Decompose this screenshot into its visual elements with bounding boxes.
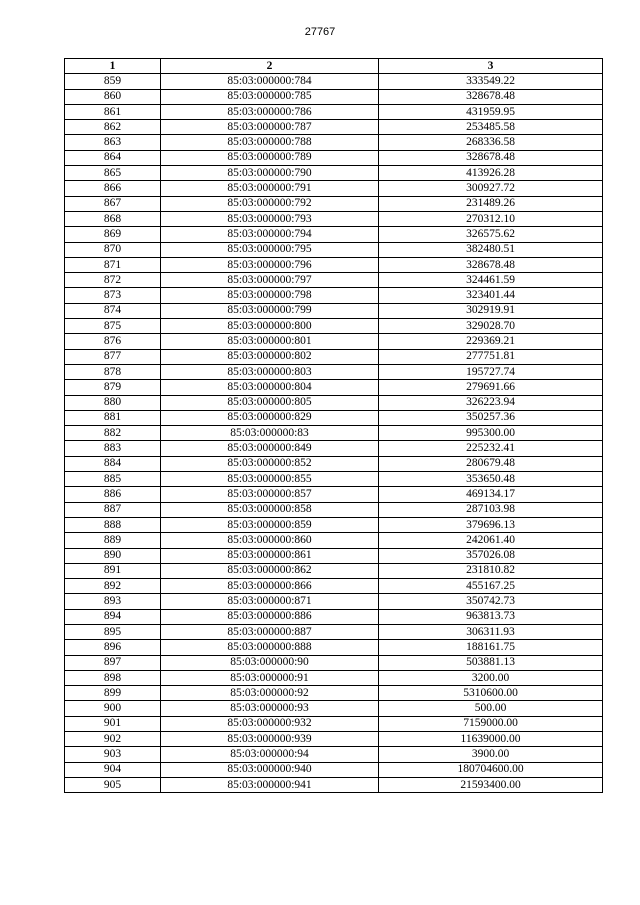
- row-number-cell: 864: [65, 150, 161, 165]
- value-cell: 225232.41: [379, 441, 603, 456]
- row-number-cell: 886: [65, 487, 161, 502]
- row-number-cell: 862: [65, 120, 161, 135]
- value-cell: 353650.48: [379, 472, 603, 487]
- table-row: [65, 196, 603, 211]
- table-row: [65, 74, 603, 89]
- row-number-cell: 872: [65, 273, 161, 288]
- data-table: [64, 58, 603, 793]
- row-number-cell: 893: [65, 594, 161, 609]
- cadastral-number-cell: 85:03:000000:858: [161, 502, 379, 517]
- row-number-cell: 888: [65, 517, 161, 532]
- value-cell: 326223.94: [379, 395, 603, 410]
- row-number-cell: 863: [65, 135, 161, 150]
- value-cell: 357026.08: [379, 548, 603, 563]
- row-number-cell: 861: [65, 104, 161, 119]
- row-number-cell: 866: [65, 181, 161, 196]
- row-number-cell: 902: [65, 732, 161, 747]
- table-row: [65, 456, 603, 471]
- table-row: [65, 563, 603, 578]
- row-number-cell: 891: [65, 563, 161, 578]
- value-cell: 350257.36: [379, 410, 603, 425]
- row-number-cell: 883: [65, 441, 161, 456]
- table-row: [65, 517, 603, 532]
- row-number-cell: 887: [65, 502, 161, 517]
- table-row: [65, 426, 603, 441]
- row-number-cell: 895: [65, 624, 161, 639]
- table-row: [65, 747, 603, 762]
- cadastral-number-cell: 85:03:000000:787: [161, 120, 379, 135]
- page-number: 27767: [304, 26, 336, 38]
- row-number-cell: 905: [65, 777, 161, 792]
- value-cell: 328678.48: [379, 257, 603, 272]
- cadastral-number-cell: 85:03:000000:793: [161, 211, 379, 226]
- row-number-cell: 877: [65, 349, 161, 364]
- cadastral-number-cell: 85:03:000000:888: [161, 640, 379, 655]
- row-number-cell: 884: [65, 456, 161, 471]
- table-row: [65, 487, 603, 502]
- table-row: [65, 288, 603, 303]
- table-row: [65, 104, 603, 119]
- cadastral-number-cell: 85:03:000000:862: [161, 563, 379, 578]
- table-row: [65, 257, 603, 272]
- cadastral-number-cell: 85:03:000000:859: [161, 517, 379, 532]
- table-row: [65, 166, 603, 181]
- cadastral-number-cell: 85:03:000000:941: [161, 777, 379, 792]
- cadastral-number-cell: 85:03:000000:92: [161, 686, 379, 701]
- table-row: [65, 472, 603, 487]
- row-number-cell: 860: [65, 89, 161, 104]
- row-number-cell: 867: [65, 196, 161, 211]
- value-cell: 242061.40: [379, 533, 603, 548]
- table-row: [65, 380, 603, 395]
- table-row: [65, 319, 603, 334]
- value-cell: 302919.91: [379, 303, 603, 318]
- table-row: [65, 242, 603, 257]
- row-number-cell: 865: [65, 166, 161, 181]
- cadastral-number-cell: 85:03:000000:829: [161, 410, 379, 425]
- value-cell: 180704600.00: [379, 762, 603, 777]
- value-cell: 280679.48: [379, 456, 603, 471]
- row-number-cell: 889: [65, 533, 161, 548]
- row-number-cell: 879: [65, 380, 161, 395]
- value-cell: 3900.00: [379, 747, 603, 762]
- cadastral-number-cell: 85:03:000000:93: [161, 701, 379, 716]
- row-number-cell: 894: [65, 609, 161, 624]
- row-number-cell: 898: [65, 670, 161, 685]
- row-number-cell: 869: [65, 227, 161, 242]
- cadastral-number-cell: 85:03:000000:852: [161, 456, 379, 471]
- value-cell: 379696.13: [379, 517, 603, 532]
- value-cell: 231489.26: [379, 196, 603, 211]
- value-cell: 11639000.00: [379, 732, 603, 747]
- row-number-cell: 903: [65, 747, 161, 762]
- value-cell: 195727.74: [379, 364, 603, 379]
- row-number-cell: 900: [65, 701, 161, 716]
- row-number-cell: 876: [65, 334, 161, 349]
- cadastral-number-cell: 85:03:000000:795: [161, 242, 379, 257]
- column-header-cadastral-number: 2: [161, 59, 379, 74]
- row-number-cell: 870: [65, 242, 161, 257]
- cadastral-number-cell: 85:03:000000:791: [161, 181, 379, 196]
- value-cell: 253485.58: [379, 120, 603, 135]
- table-row: [65, 181, 603, 196]
- value-cell: 455167.25: [379, 579, 603, 594]
- table-row: [65, 624, 603, 639]
- table-row: [65, 502, 603, 517]
- table-row: [65, 410, 603, 425]
- table-row: [65, 349, 603, 364]
- cadastral-number-cell: 85:03:000000:798: [161, 288, 379, 303]
- table-row: [65, 716, 603, 731]
- row-number-cell: 896: [65, 640, 161, 655]
- row-number-cell: 892: [65, 579, 161, 594]
- row-number-cell: 899: [65, 686, 161, 701]
- value-cell: 329028.70: [379, 319, 603, 334]
- cadastral-number-cell: 85:03:000000:797: [161, 273, 379, 288]
- cadastral-number-cell: 85:03:000000:91: [161, 670, 379, 685]
- table-row: [65, 334, 603, 349]
- cadastral-number-cell: 85:03:000000:800: [161, 319, 379, 334]
- cadastral-number-cell: 85:03:000000:803: [161, 364, 379, 379]
- table-row: [65, 686, 603, 701]
- value-cell: 270312.10: [379, 211, 603, 226]
- table-row: [65, 732, 603, 747]
- cadastral-number-cell: 85:03:000000:932: [161, 716, 379, 731]
- value-cell: 3200.00: [379, 670, 603, 685]
- cadastral-number-cell: 85:03:000000:802: [161, 349, 379, 364]
- row-number-cell: 874: [65, 303, 161, 318]
- cadastral-number-cell: 85:03:000000:939: [161, 732, 379, 747]
- row-number-cell: 885: [65, 472, 161, 487]
- row-number-cell: 904: [65, 762, 161, 777]
- row-number-cell: 875: [65, 319, 161, 334]
- value-cell: 277751.81: [379, 349, 603, 364]
- value-cell: 350742.73: [379, 594, 603, 609]
- value-cell: 306311.93: [379, 624, 603, 639]
- row-number-cell: 882: [65, 426, 161, 441]
- value-cell: 963813.73: [379, 609, 603, 624]
- value-cell: 323401.44: [379, 288, 603, 303]
- value-cell: 995300.00: [379, 426, 603, 441]
- value-cell: 413926.28: [379, 166, 603, 181]
- row-number-cell: 873: [65, 288, 161, 303]
- cadastral-number-cell: 85:03:000000:94: [161, 747, 379, 762]
- table-row: [65, 135, 603, 150]
- row-number-cell: 901: [65, 716, 161, 731]
- table-row: [65, 609, 603, 624]
- cadastral-number-cell: 85:03:000000:861: [161, 548, 379, 563]
- cadastral-number-cell: 85:03:000000:849: [161, 441, 379, 456]
- row-number-cell: 880: [65, 395, 161, 410]
- cadastral-number-cell: 85:03:000000:805: [161, 395, 379, 410]
- cadastral-number-cell: 85:03:000000:886: [161, 609, 379, 624]
- value-cell: 333549.22: [379, 74, 603, 89]
- value-cell: 326575.62: [379, 227, 603, 242]
- row-number-cell: 890: [65, 548, 161, 563]
- cadastral-number-cell: 85:03:000000:857: [161, 487, 379, 502]
- cadastral-number-cell: 85:03:000000:855: [161, 472, 379, 487]
- value-cell: 328678.48: [379, 89, 603, 104]
- table-row: [65, 211, 603, 226]
- table-row: [65, 640, 603, 655]
- value-cell: 5310600.00: [379, 686, 603, 701]
- cadastral-number-cell: 85:03:000000:786: [161, 104, 379, 119]
- table-header-row: [65, 59, 603, 74]
- table-row: [65, 395, 603, 410]
- row-number-cell: 868: [65, 211, 161, 226]
- cadastral-number-cell: 85:03:000000:871: [161, 594, 379, 609]
- value-cell: 431959.95: [379, 104, 603, 119]
- value-cell: 188161.75: [379, 640, 603, 655]
- row-number-cell: 859: [65, 74, 161, 89]
- table-row: [65, 364, 603, 379]
- cadastral-number-cell: 85:03:000000:866: [161, 579, 379, 594]
- table-row: [65, 777, 603, 792]
- value-cell: 469134.17: [379, 487, 603, 502]
- value-cell: 21593400.00: [379, 777, 603, 792]
- cadastral-number-cell: 85:03:000000:90: [161, 655, 379, 670]
- value-cell: 324461.59: [379, 273, 603, 288]
- table-row: [65, 670, 603, 685]
- cadastral-number-cell: 85:03:000000:796: [161, 257, 379, 272]
- cadastral-number-cell: 85:03:000000:789: [161, 150, 379, 165]
- table-row: [65, 150, 603, 165]
- cadastral-number-cell: 85:03:000000:792: [161, 196, 379, 211]
- cadastral-number-cell: 85:03:000000:785: [161, 89, 379, 104]
- table-row: [65, 548, 603, 563]
- table-row: [65, 579, 603, 594]
- value-cell: 7159000.00: [379, 716, 603, 731]
- cadastral-number-cell: 85:03:000000:784: [161, 74, 379, 89]
- row-number-cell: 881: [65, 410, 161, 425]
- cadastral-number-cell: 85:03:000000:887: [161, 624, 379, 639]
- cadastral-number-cell: 85:03:000000:790: [161, 166, 379, 181]
- cadastral-number-cell: 85:03:000000:801: [161, 334, 379, 349]
- table-row: [65, 89, 603, 104]
- cadastral-number-cell: 85:03:000000:804: [161, 380, 379, 395]
- table-row: [65, 120, 603, 135]
- table-row: [65, 762, 603, 777]
- value-cell: 231810.82: [379, 563, 603, 578]
- value-cell: 503881.13: [379, 655, 603, 670]
- table-row: [65, 533, 603, 548]
- value-cell: 268336.58: [379, 135, 603, 150]
- cadastral-number-cell: 85:03:000000:83: [161, 426, 379, 441]
- column-header-value: 3: [379, 59, 603, 74]
- value-cell: 328678.48: [379, 150, 603, 165]
- table-row: [65, 303, 603, 318]
- value-cell: 279691.66: [379, 380, 603, 395]
- table-row: [65, 701, 603, 716]
- column-header-number: 1: [65, 59, 161, 74]
- table-row: [65, 227, 603, 242]
- cadastral-number-cell: 85:03:000000:788: [161, 135, 379, 150]
- value-cell: 300927.72: [379, 181, 603, 196]
- cadastral-number-cell: 85:03:000000:799: [161, 303, 379, 318]
- table-row: [65, 655, 603, 670]
- value-cell: 500.00: [379, 701, 603, 716]
- cadastral-number-cell: 85:03:000000:860: [161, 533, 379, 548]
- value-cell: 382480.51: [379, 242, 603, 257]
- table-body: [65, 74, 603, 793]
- value-cell: 287103.98: [379, 502, 603, 517]
- table-row: [65, 441, 603, 456]
- cadastral-number-cell: 85:03:000000:794: [161, 227, 379, 242]
- table-row: [65, 594, 603, 609]
- row-number-cell: 878: [65, 364, 161, 379]
- cadastral-number-cell: 85:03:000000:940: [161, 762, 379, 777]
- table-row: [65, 273, 603, 288]
- row-number-cell: 871: [65, 257, 161, 272]
- row-number-cell: 897: [65, 655, 161, 670]
- value-cell: 229369.21: [379, 334, 603, 349]
